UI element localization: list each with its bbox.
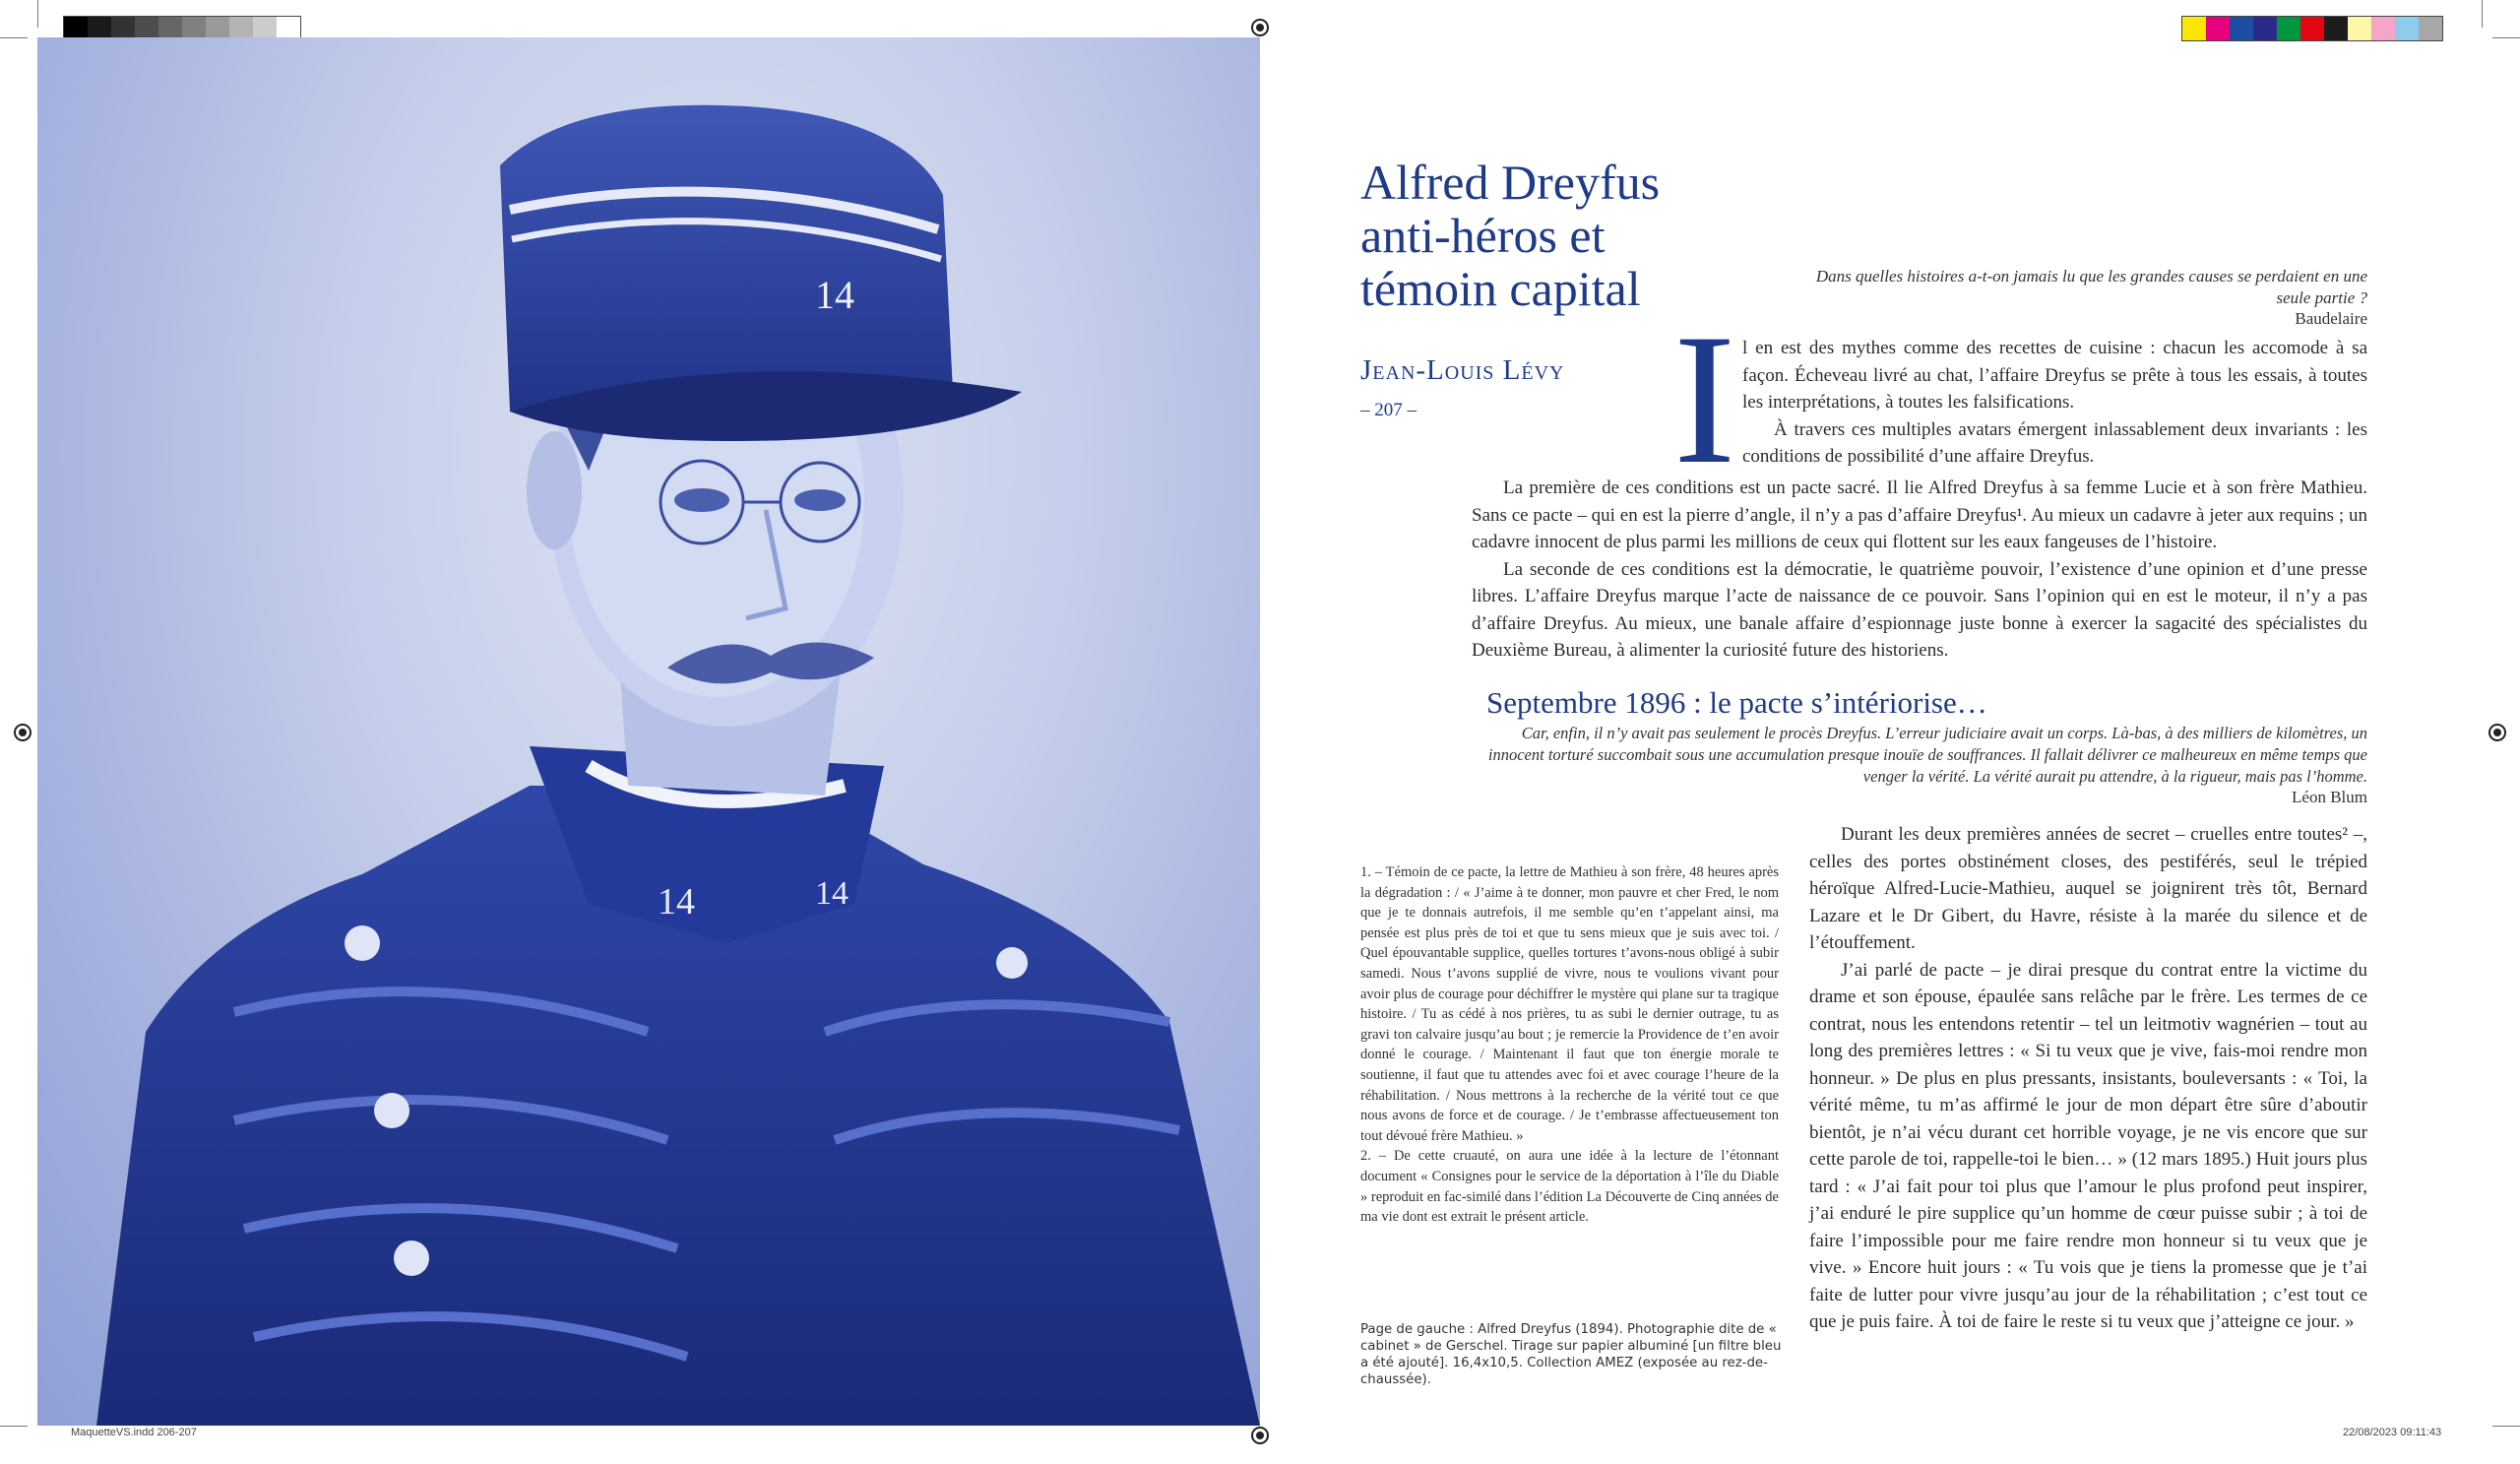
footnote-2: 2. – De cette cruauté, on aura une idée à la lecture de l’étonnant document « Consignes pour le service de la déportation à l’île du Diable » reproduit en fac-similé dans l’édition La Découverte de Cinq années de ma vie dont est extrait le présent article. <box>1360 1148 1779 1226</box>
footnotes <box>1360 862 1779 1228</box>
registration-mark-bottom-center <box>1251 1427 1269 1444</box>
crop-mark <box>2482 0 2483 28</box>
article-author: Jean-Louis Lévy <box>1360 354 1565 386</box>
intro-paragraph-1: l en est des mythes comme des recettes de cuisine : chacun les accomode à sa façon. Écheveau livré au chat, l’affaire Dreyfus se prête à tous les essais, à toutes les interprétations, à toutes les falsifications. <box>1742 338 2367 413</box>
svg-text:14: 14 <box>815 875 849 912</box>
crop-mark <box>0 1426 28 1427</box>
epigraph-source: Baudelaire <box>2295 309 2367 328</box>
paragraph-1: La première de ces conditions est un pacte sacré. Il lie Alfred Dreyfus à sa femme Lucie et à son frère Mathieu. Sans ce pacte – qui en est la pierre d’angle, il n’y a pas d’affaire Dreyfus¹. Au mieux un cadavre à jeter aux requins ; un cadavre innocent de plus parmi les millions de ceux qui flottent sur les eaux fangeuses de l’histoire. <box>1472 477 2367 552</box>
crop-mark <box>2492 37 2520 38</box>
color-swatch <box>2348 17 2371 40</box>
portrait-photo-icon <box>37 37 1260 1426</box>
color-swatch <box>2230 17 2253 40</box>
print-slug-right: 22/08/2023 09:11:43 <box>2343 1427 2442 1438</box>
intro-text <box>1742 335 2367 471</box>
main-text-column <box>1809 821 2367 1336</box>
color-swatch <box>2371 17 2395 40</box>
color-swatch <box>2206 17 2230 40</box>
color-swatch <box>2182 17 2206 40</box>
photo-caption: Page de gauche : Alfred Dreyfus (1894). Photographie dite de « cabinet » de Gerschel. Tirage sur papier albuminé [un filtre bleu a été ajouté]. 16,4x10,5. Collection AMEZ (exposée au rez-de-chaussée). <box>1360 1322 1782 1387</box>
article-title: Alfred Dreyfus anti-héros et témoin capital <box>1360 155 1661 316</box>
crop-mark <box>2492 1426 2520 1427</box>
paragraph-3: Durant les deux premières années de secret – cruelles entre toutes² –, celles des portes obstinément closes, des pestiférés, seul le trépied héroïque Alfred-Lucie-Mathieu, auquel se joignirent très tôt, Bernard Lazare et le Dr Gibert, du Havre, résiste à la marée du silence et de l’étouffement. <box>1809 824 2367 953</box>
color-swatch <box>2419 17 2442 40</box>
registration-mark-right <box>2488 724 2506 741</box>
epigraph-quote: Dans quelles histoires a-t-on jamais lu que les grandes causes se perdaient en une seule partie ? <box>1815 267 2367 307</box>
intro-paragraph-2: À travers ces multiples avatars émergent inlassablement deux invariants : les conditions de possibilité d’une affaire Dreyfus. <box>1742 418 2367 467</box>
footnote-1: 1. – Témoin de ce pacte, la lettre de Mathieu à son frère, 48 heures après la dégradation : / « J’aime à te donner, mon pauvre et cher Fred, le nom que je te donnais autrefois, il me semble qu’en t’appelant ainsi, ma pensée est plus près de toi et que tu sens mieux que je suis avec toi. / Quel épouvantable supplice, quelles tortures t’avons-nous obligé à subir samedi. Nous t’avons supplié de vivre, nous te voulions vivant pour avoir plus de courage pour déchiffrer le mystère qui plane sur ta tragique histoire. / Tu as cédé à nos prières, tu as subi le dernier outrage, tu as gravi ton calvaire jusqu’au bout ; je remercie la Providence de t’en avoir donné le courage. / Maintenant il faut que ton énergie morale te soutienne, il faut que tu attendes avec foi et avec courage l’heure de la réhabilitation. / Nous mettrons à la recherche de la vérité tout ce que nous avons de force et de courage. / Je t’embrasse affectueusement ton tout dévoué frère Mathieu. » <box>1360 864 1779 1144</box>
print-slug-left: MaquetteVS.indd 206-207 <box>71 1427 197 1438</box>
main-text-top <box>1472 475 2367 665</box>
paragraph-2: La seconde de ces conditions est la démocratie, le quatrième pouvoir, l’existence d’une opinion et d’une presse libres. L’affaire Dreyfus marque l’acte de naissance de ce pouvoir. Sans l’opinion qui en est le moteur, il n’y a pas d’affaire Dreyfus. Au mieux, une banale affaire d’espionnage juste bonne à exercer la sagacité des spécialistes du Deuxième Bureau, à alimenter la curiosité future des historiens. <box>1472 558 2367 661</box>
color-swatch <box>2395 17 2419 40</box>
registration-mark-left <box>14 724 32 741</box>
svg-text:14: 14 <box>658 881 695 923</box>
portrait-photo <box>37 37 1260 1426</box>
page-number: – 207 – <box>1360 400 1417 420</box>
crop-mark <box>37 0 38 28</box>
color-swatch <box>2277 17 2300 40</box>
section-heading: Septembre 1896 : le pacte s’intériorise… <box>1486 685 1987 720</box>
crop-mark <box>0 37 28 38</box>
registration-mark-top-center <box>1251 19 1269 36</box>
drop-cap: I <box>1673 296 1736 503</box>
svg-text:14: 14 <box>815 273 854 317</box>
epigraph-source-2: Léon Blum <box>2292 788 2367 806</box>
paragraph-4: J’ai parlé de pacte – je dirai presque du contrat entre la victime du drame et son épouse, épaulée sans relâche par le frère. Les termes de ce contrat, nous les entendons retentir – tel un leitmotiv wagnérien – tout au long des premières lettres : « Si tu veux que je vive, fais-moi rendre mon honneur. » De plus en plus pressants, insistants, bouleversants : « Toi, la vérité même, tu m’as affirmé le jour de mon départ être sûre d’aboutir bientôt, je n’ai vécu durant cet horrible voyage, je ne vis encore que sur cette parole de toi, rappelle-toi le bien… » (12 mars 1895.) Huit jours plus tard : « J’ai fait pour toi plus que l’amour le plus profond peut inspirer, j’ai enduré le pire supplice qu’un homme de cœur puisse subir ; à toi de faire l’impossible pour me faire rendre mon honneur si tu veux que je vive. » Encore huit jours : « Tu vois que je tiens la promesse que je t’ai faite de lutter pour vivre jusqu’au jour de la réhabilitation ; c’est tout ce que je puis faire. À toi de faire le reste si tu veux que j’atteigne ce jour. » <box>1809 959 2367 1332</box>
epigraph-quote-2: Car, enfin, il n’y avait pas seulement le procès Dreyfus. L’erreur judiciaire avait un corps. Là-bas, à des milliers de kilomètres, un innocent torturé succombait sous une accumulation presque inouïe de souffrances. Il fallait délivrer ce malheureux en même temps que venger la vérité. La vérité aurait pu attendre, à la rigueur, mais pas l’homme. <box>1487 724 2367 786</box>
color-swatch <box>2300 17 2324 40</box>
color-calibration-bar <box>2181 16 2443 41</box>
color-swatch <box>2324 17 2348 40</box>
color-swatch <box>2253 17 2277 40</box>
